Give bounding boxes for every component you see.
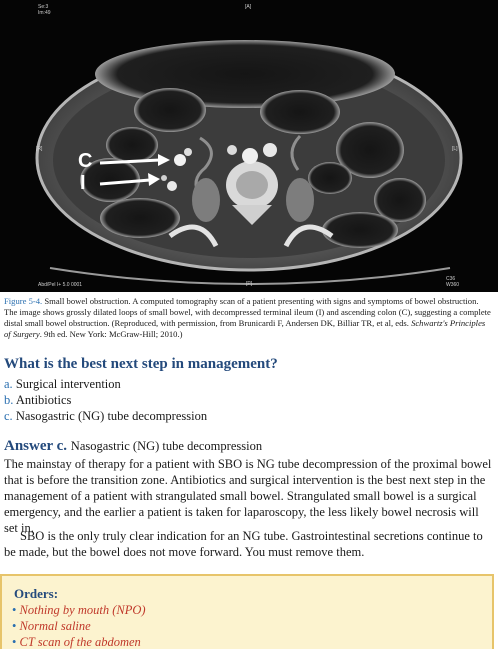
ct-scan-image — [0, 0, 498, 292]
option-letter: b. — [4, 393, 14, 407]
caption-tail: . 9th ed. New York: McGraw-Hill; 2010.) — [39, 329, 183, 339]
question-heading: What is the best next step in management? — [4, 356, 278, 372]
answer-options — [4, 376, 207, 424]
ct-window-label: C36 W360 — [446, 276, 460, 288]
option-text: Nasogastric (NG) tube decompression — [15, 409, 208, 423]
orders-item: • Nothing by mouth (NPO) — [12, 602, 146, 618]
answer-label: Answer c. — [4, 438, 68, 454]
explanation-paragraph-1: The mainstay of therapy for a patient with SBO is NG tube decompression of the proximal bowel that is before the transition zone. Antibiotics and surgical intervention is the best next step in the management of a patient with strangulated small bowel. Strangulated small bowel is a surgical emergency, and the earlier a patient is taken for laparoscopy, the less likely bowel necrosis will set in. — [4, 457, 492, 535]
ct-anterior-marker: [A] — [245, 4, 252, 10]
option-letter: c. — [4, 409, 13, 423]
option-text: Antibiotics — [15, 393, 72, 407]
ct-series-label: Se:3 Im:49 — [38, 4, 51, 16]
ct-posterior-marker: [P] — [246, 281, 253, 287]
option-b — [4, 392, 207, 408]
label-ileum: I — [80, 172, 86, 194]
option-a — [4, 376, 207, 392]
orders-list — [12, 602, 146, 650]
answer-heading — [4, 438, 262, 455]
answer-text: Nasogastric (NG) tube decompression — [70, 439, 263, 453]
figure-number: Figure 5-4. — [4, 296, 43, 306]
orders-title: Orders: — [14, 586, 59, 601]
ct-scan-graphic — [0, 0, 498, 292]
option-text: Surgical intervention — [15, 377, 121, 391]
ct-right-marker: [R] — [36, 146, 43, 152]
orders-box — [0, 574, 494, 649]
orders-item: • Normal saline — [12, 618, 146, 634]
label-colon: C — [78, 150, 93, 172]
caption-book-title: Schwartz's Principles of Surgery — [4, 318, 486, 339]
ct-protocol-label: Abd/Pel I+ 5.0 0001 — [38, 282, 83, 288]
option-c — [4, 408, 207, 424]
figure-caption — [4, 296, 492, 340]
explanation-paragraph-2: SBO is the only truly clear indication for an NG tube. Gastrointestinal secretions continue to be made, but the bowel does not move forward. You must remove them. — [4, 529, 483, 559]
caption-text: Small bowel obstruction. A computed tomography scan of a patient presenting with signs and symptoms of bowel obstruction. The image shows grossly dilated loops of small bowel, with decompressed terminal ileum (I) and ascending colon (C), suggesting a complete distal small bowel obstruction. (Reproduced, with permission, from Brunicardi F, Andersen DK, Billiar TR, et al, eds. — [4, 296, 491, 328]
option-letter: a. — [4, 377, 13, 391]
ct-left-marker: [L] — [452, 146, 458, 152]
orders-item: • CT scan of the abdomen — [12, 634, 146, 650]
